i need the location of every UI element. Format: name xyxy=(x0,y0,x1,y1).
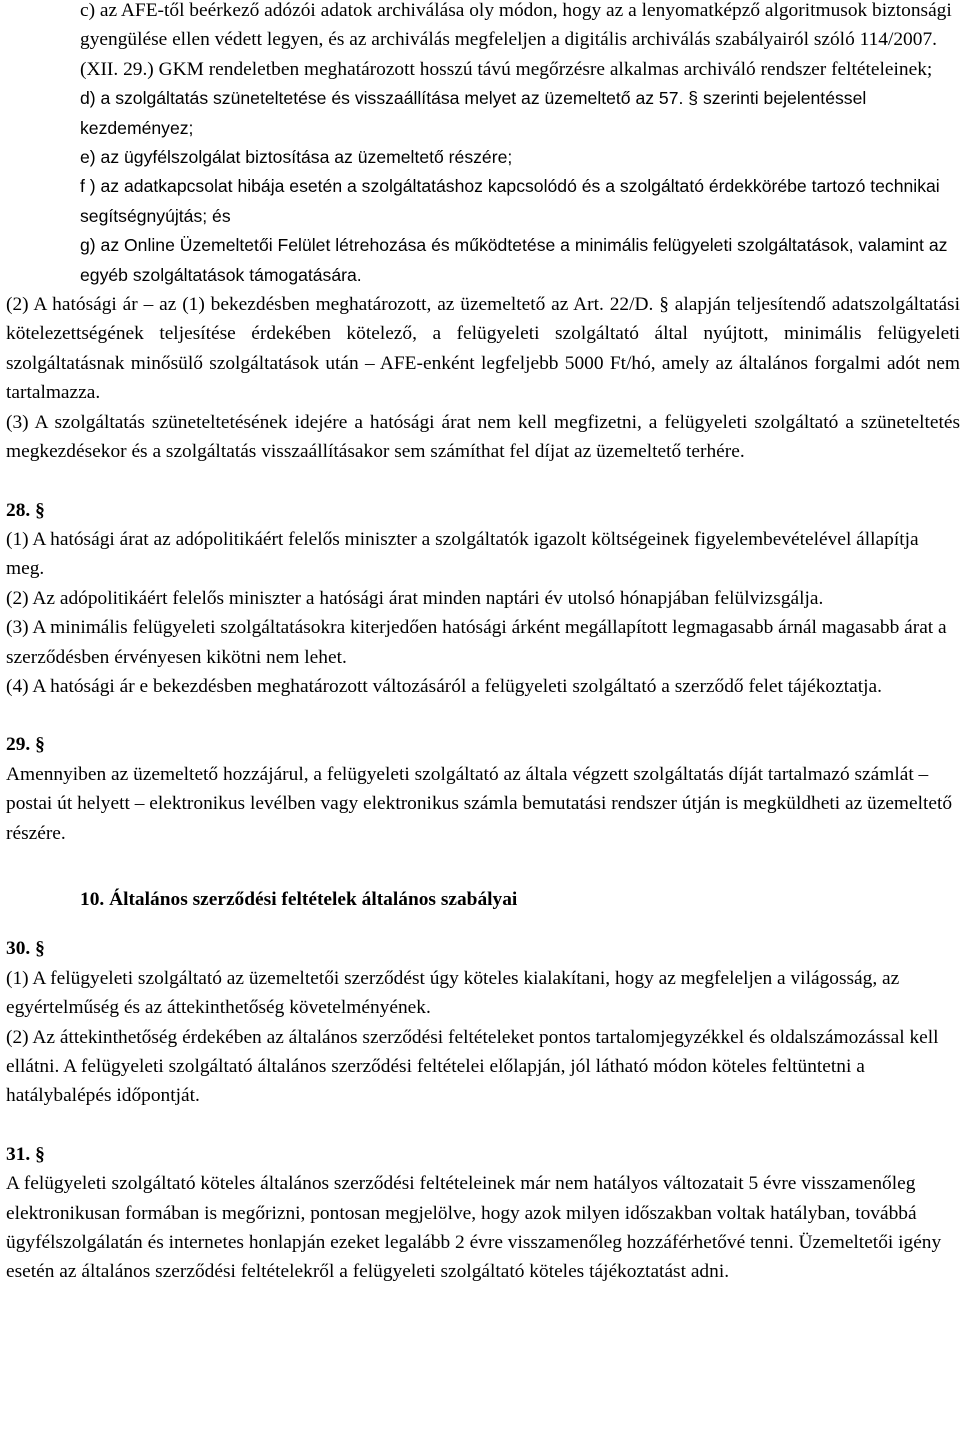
section-31-number: 31. § xyxy=(6,1143,45,1165)
paragraph-28-2: (2) Az adópolitikáért felelős miniszter a hatósági árat minden naptári év utolsó hónapjában felülvizsgálja. xyxy=(6,587,824,609)
paragraph-30-2: (2) Az áttekinthetőség érdekében az általános szerződési feltételeket pontos tartalomjegyzékkel és oldalszámozással kell ellátni. A felügyeleti szolgáltató általános szerződési feltételei előlapján, jól látható módon köteles feltüntetni a hatálybalépés időpontját. xyxy=(6,1026,939,1107)
section-28-number: 28. § xyxy=(6,499,45,521)
list-items xyxy=(6,0,960,290)
chapter-heading: 10. Általános szerződési feltételek általános szabályai xyxy=(80,888,518,910)
spacer xyxy=(6,467,960,496)
paragraph-28-3: (3) A minimális felügyeleti szolgáltatásokra kiterjedően hatósági árként megállapított legmagasabb árnál magasabb árat a szerződésben érvényesen kikötni nem lehet. xyxy=(6,617,947,668)
list-item-g: g) az Online Üzemeltetői Felület létrehozása és működtetése a minimális felügyeleti szolgáltatások, valamint az egyéb szolgáltatások támogatására. xyxy=(80,235,948,285)
spacer xyxy=(6,701,960,730)
paragraph-30-1: (1) A felügyeleti szolgáltató az üzemeltetői szerződést úgy köteles kialakítani, hogy az megfeleljen a világosság, az egyértelműség és az áttekinthetőség követelményének. xyxy=(6,967,900,1019)
list-item-d: d) a szolgáltatás szüneteltetése és visszaállítása melyet az üzemeltető az 57. § szerinti bejelentéssel kezdeményez; xyxy=(80,88,867,138)
list-item-f: f ) az adatkapcsolat hibája esetén a szolgáltatáshoz kapcsolódó és a szolgáltató érdekkörébe tartozó technikai segítségnyújtás; és xyxy=(80,176,940,226)
section-30-number: 30. § xyxy=(6,938,45,960)
spacer xyxy=(6,848,960,877)
paragraph-31-1: A felügyeleti szolgáltató köteles általános szerződési feltételeinek már nem hatályos változatait 5 évre visszamenőleg elektronikusan formában is megőrizni, pontosan megjelölve, hogy azok milyen időszakban voltak hatályban, továbbá ügyfélszolgálatán és internetes honlapján ezeket legalább 2 évre visszamenőleg hozzáférhetővé tenni. Üzemeltetői igény esetén az általános szerződési feltételekről a felügyeleti szolgáltató köteles tájékoztatást adni. xyxy=(6,1173,942,1283)
paragraph-27-3: (3) A szolgáltatás szüneteltetésének idejére a hatósági árat nem kell megfizetni, a felügyeleti szolgáltató a szüneteltetés megkezdésekor és a szolgáltatás visszaállításakor sem számíthat fel díjat az üzemeltető terhére. xyxy=(6,411,960,463)
paragraph-29-1: Amennyiben az üzemeltető hozzájárul, a felügyeleti szolgáltató az általa végzett szolgáltatás díját tartalmazó számlát – postai út helyett – elektronikus levélben vagy elektronikus számla bemutatási rendszer útján is megküldheti az üzemeltető részére. xyxy=(6,763,953,844)
paragraph-28-4: (4) A hatósági ár e bekezdésben meghatározott változásáról a felügyeleti szolgáltató a szerződő felet tájékoztatja. xyxy=(6,675,882,697)
list-item-c: c) az AFE-től beérkező adózói adatok archiválása oly módon, hogy az a lenyomatképző algoritmusok biztonsági gyengülése ellen védett legyen, és az archiválás megfeleljen a digitális archiválás szabályairól szóló 114/2007. (XII. 29.) GKM rendeletben meghatározott hosszú távú megőrzésre alkalmas archiváló rendszer feltételeinek; xyxy=(80,0,952,80)
paragraph-28-1: (1) A hatósági árat az adópolitikáért felelős miniszter a szolgáltatók igazolt költségeinek figyelembevételével állapítja meg. xyxy=(6,528,919,580)
section-29-number: 29. § xyxy=(6,734,45,756)
list-item-e: e) az ügyfélszolgálat biztosítása az üzemeltető részére; xyxy=(80,147,513,168)
paragraph-27-2: (2) A hatósági ár – az (1) bekezdésben meghatározott, az üzemeltető az Art. 22/D. § alapján teljesítendő adatszolgáltatási kötelezettségének teljesítése érdekében kötelező, a felügyeleti szolgáltató által nyújtott, minimális felügyeleti szolgáltatásnak minősülő szolgáltatások után – AFE-enként legfeljebb 5000 Ft/hó, amely az általános forgalmi adót nem tartalmazza. xyxy=(6,294,960,404)
spacer xyxy=(6,1111,960,1140)
